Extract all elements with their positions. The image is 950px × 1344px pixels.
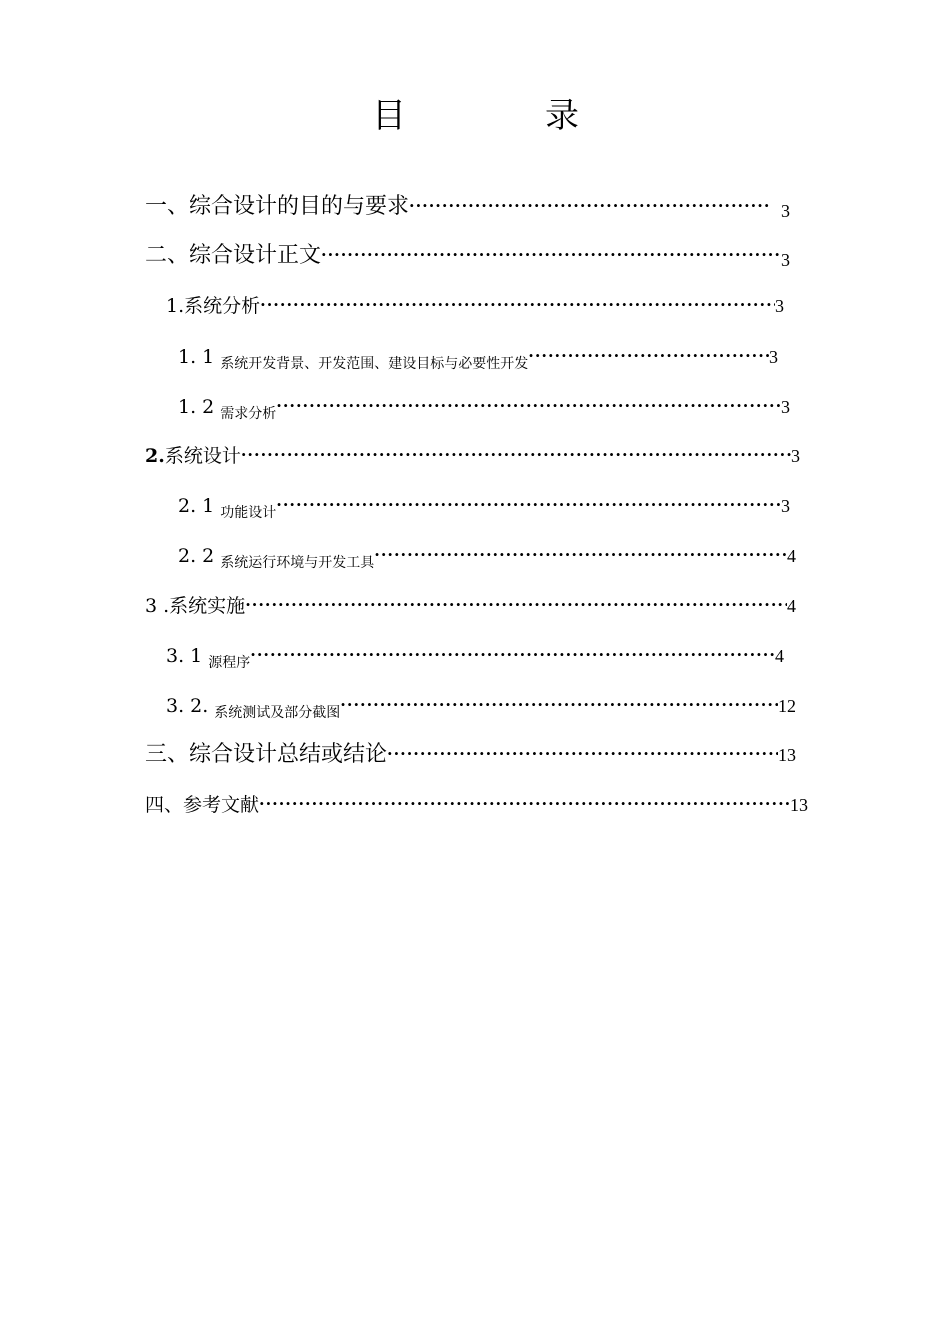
toc-entry-page: 3 <box>781 201 790 221</box>
toc-leader-dots <box>259 792 790 816</box>
toc-entry-page: 3 <box>769 347 778 367</box>
toc-entry-number: 1. <box>166 295 185 317</box>
toc-entry-label: 需求分析 <box>220 406 277 422</box>
toc-leader-dots <box>409 194 771 218</box>
toc-leader-dots <box>276 493 781 517</box>
toc-title <box>0 92 950 142</box>
toc-leader-dots <box>374 543 787 567</box>
toc-entry[interactable] <box>145 786 808 820</box>
toc-leader-dots <box>245 593 787 617</box>
toc-entry-number: 3. 1 <box>166 645 203 667</box>
toc-entry[interactable] <box>145 437 800 471</box>
toc-entry-number: 2. 2 <box>178 545 215 567</box>
toc-entry-label: 系统开发背景、开发范围、建设目标与必要性开发 <box>220 356 529 372</box>
toc-entry-page: 3 <box>775 296 784 316</box>
toc-entry-label: 二、综合设计正文 <box>145 243 322 268</box>
toc-leader-dots <box>260 293 775 317</box>
toc-entry-label: 系统运行环境与开发工具 <box>220 555 375 571</box>
toc-entry-page: 3 <box>791 446 800 466</box>
toc-leader-dots <box>250 643 775 667</box>
toc-entry-label: 一、综合设计的目的与要求 <box>145 194 410 219</box>
toc-entry[interactable] <box>145 188 790 222</box>
toc-entry-number: 2. 1 <box>178 495 215 517</box>
toc-entry-page: 13 <box>778 745 796 765</box>
toc-entry-label: 系统设计 <box>164 445 241 467</box>
toc-entry[interactable] <box>166 687 796 721</box>
toc-entry-page: 3 <box>781 496 790 516</box>
toc-entry[interactable] <box>178 338 778 372</box>
toc-entry[interactable] <box>145 736 796 770</box>
toc-entry-page: 3 <box>781 250 790 270</box>
toc-leader-dots <box>340 693 778 717</box>
toc-entry-label: 四、参考文献 <box>145 794 260 816</box>
toc-entry-page: 4 <box>787 546 796 566</box>
toc-entry-label: 三、综合设计总结或结论 <box>145 742 388 767</box>
toc-entry-page: 4 <box>775 646 784 666</box>
toc-entry[interactable] <box>145 587 796 621</box>
toc-leader-dots <box>321 243 781 267</box>
toc-entry-label: 系统分析 <box>184 295 261 317</box>
toc-leader-dots <box>276 394 781 418</box>
toc-leader-dots <box>241 443 791 467</box>
toc-entry-page: 12 <box>778 696 796 716</box>
toc-title-left: 目 <box>372 96 406 136</box>
toc-entry-page: 4 <box>787 596 796 616</box>
toc-entry-label: 功能设计 <box>220 505 277 521</box>
toc-entry-page: 3 <box>781 397 790 417</box>
toc-entry[interactable] <box>166 637 784 671</box>
toc-title-right: 录 <box>545 96 579 136</box>
toc-entry-number: 3. 2. <box>166 695 209 717</box>
toc-entry[interactable] <box>166 287 784 321</box>
toc-entry[interactable] <box>178 388 790 422</box>
toc-entry[interactable] <box>145 237 790 271</box>
toc-entry-number: 1. 2 <box>178 396 215 418</box>
toc-leader-dots <box>387 742 778 766</box>
toc-entry[interactable] <box>178 487 790 521</box>
toc-entry-number: 2. <box>145 445 165 467</box>
toc-leader-dots <box>528 344 769 368</box>
toc-entry[interactable] <box>178 537 796 571</box>
toc-entry-number: 1. 1 <box>178 346 215 368</box>
toc-entry-number: 3 . <box>145 595 170 617</box>
toc-entry-label: 系统测试及部分截图 <box>214 705 341 721</box>
toc-entry-label: 系统实施 <box>169 595 246 617</box>
toc-entry-page: 13 <box>790 795 808 815</box>
toc-entry-label: 源程序 <box>208 655 251 671</box>
